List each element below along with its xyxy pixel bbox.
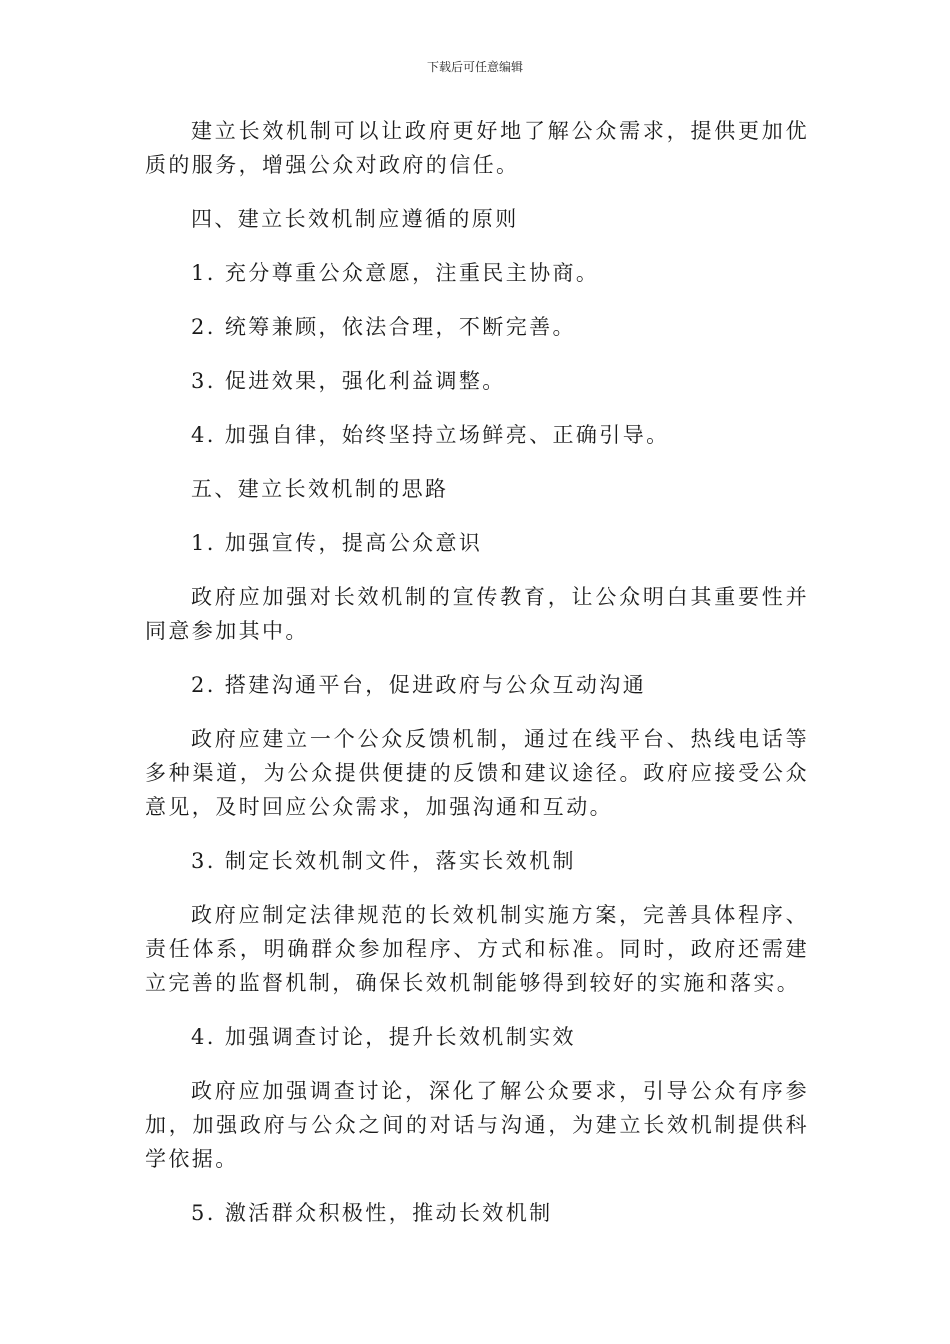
section-heading-approach: 五、建立长效机制的思路 [191, 477, 449, 501]
approach-body-3: 政府应制定法律规范的长效机制实施方案，完善具体程序、责任体系，明确群众参加程序、方式和标准。同时，政府还需建立完善的监督机制，确保长效机制能够得到较好的实施和落实。 [145, 903, 809, 995]
approach-heading-1: 1. 加强宣传，提高公众意识 [191, 531, 483, 555]
principle-item-2: 2. 统筹兼顾，依法合理，不断完善。 [191, 315, 576, 339]
approach-heading-2: 2. 搭建沟通平台，促进政府与公众互动沟通 [191, 673, 647, 697]
document-body [145, 114, 809, 1230]
approach-heading-3: 3. 制定长效机制文件，落实长效机制 [191, 849, 576, 873]
principle-item-3: 3. 促进效果，强化利益调整。 [191, 369, 506, 393]
page-header-watermark: 下载后可任意编辑 [426, 60, 523, 74]
principle-item-4: 4. 加强自律，始终坚持立场鲜亮、正确引导。 [191, 423, 670, 447]
approach-heading-4: 4. 加强调查讨论，提升长效机制实效 [191, 1025, 576, 1049]
paragraph-benefit: 建立长效机制可以让政府更好地了解公众需求，提供更加优质的服务，增强公众对政府的信任。 [145, 119, 809, 177]
approach-body-1: 政府应加强对长效机制的宣传教育，让公众明白其重要性并同意参加其中。 [145, 585, 809, 643]
approach-body-2: 政府应建立一个公众反馈机制，通过在线平台、热线电话等多种渠道，为公众提供便捷的反馈和建议途径。政府应接受公众意见，及时回应公众需求，加强沟通和互动。 [145, 727, 809, 819]
section-heading-principles: 四、建立长效机制应遵循的原则 [191, 207, 519, 231]
approach-heading-5: 5. 激活群众积极性，推动长效机制 [191, 1201, 553, 1225]
approach-body-4: 政府应加强调查讨论，深化了解公众要求，引导公众有序参加，加强政府与公众之间的对话与沟通，为建立长效机制提供科学依据。 [145, 1079, 809, 1171]
principle-item-1: 1. 充分尊重公众意愿，注重民主协商。 [191, 261, 600, 285]
